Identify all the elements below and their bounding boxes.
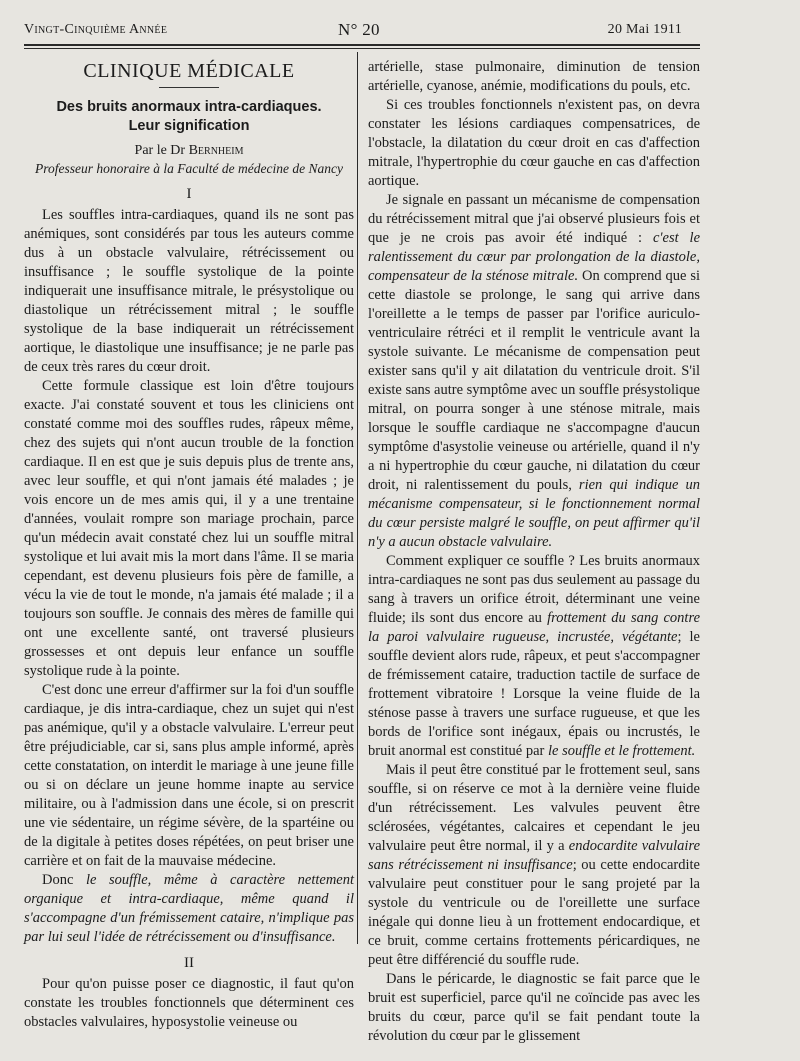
rubric-title: CLINIQUE MÉDICALE bbox=[83, 60, 295, 82]
left-column bbox=[24, 58, 354, 1032]
text-run: On comprend que si cette diastole se prolonge, le sang qui arrive dans l'oreillette a le temps de passer par l'orifice auriculo-ventriculaire rétréci et il remplit le ventricule avant la systole suivante. Le mécanisme de compensation peut exister sans qu'il y ait dilatation du ventricule droit. S'il existe sans autre symptôme avec un souffle présystolique mitral, on pourra songer à une sténose mitrale, mais lorsque le souffle cardiaque ne s'accompagne d'aucun symptôme d'asystolie veineuse ou artérielle, quand il n'y a ni hypertrophie du cœur gauche, ni dilatation du cœur droit, ni ralentissement du pouls, bbox=[368, 268, 700, 493]
header-rule bbox=[24, 44, 700, 46]
article-title bbox=[24, 98, 354, 136]
paragraph bbox=[24, 871, 354, 947]
paragraph: Dans le péricarde, le diagnostic se fait parce que le bruit est superficiel, parce qu'il ne coïncide pas avec les bruits du cœur, parce qu'il se fait pendant toute la révolution du cœur par le glissement bbox=[368, 971, 700, 1044]
paragraph: Cette formule classique est loin d'être toujours exacte. J'ai constaté souvent et tous les cliniciens ont constaté comme moi des souffles rudes, râpeux même, chez des sujets qui n'ont aucun trouble de la fonction cardiaque. Il en est que je suis depuis plus de trente ans, avec leur souffle, et qui n'ont jamais été malades ; je vois encore un de mes amis qui, il y a une trentaine d'années, voulait rompre son mariage prochain, parce qu'un médecin avait constaté chez lui un souffle mitral systolique et lui avait mis la mort dans l'âme. Il se maria cependant, est devenu plusieurs fois père de famille, a vécu la vie de tout le monde, n'a jamais été malade ; il a toujours son souffle. Je connais des mères de famille qui ont une excellente santé, ont traversé plusieurs grossesses et ont depuis leur enfance un souffle systolique rude à la pointe. bbox=[24, 378, 354, 679]
page-header bbox=[0, 0, 800, 46]
paragraph: Si ces troubles fonctionnels n'existent pas, on devra constater les lésions cardiaques compensatrices, de l'obstacle, la dilatation du cœur droit en cas d'affection mitrale, l'hypertrophie du cœur gauche en cas d'affection aortique. bbox=[368, 97, 700, 189]
article-title-line1: Des bruits anormaux intra-cardiaques. bbox=[56, 99, 322, 115]
paragraph-lead: Donc bbox=[42, 872, 86, 888]
author-name: Bernheim bbox=[188, 143, 244, 158]
paragraph: artérielle, stase pulmonaire, diminution de tension artérielle, cyanose, anémie, modifications du pouls, etc. bbox=[368, 59, 700, 94]
section-heading-1: I bbox=[186, 186, 192, 202]
paragraph-italic: le souffle, même à caractère nettement organique et intra-cardiaque, même quand il s'accompagne d'un frémissement cataire, n'implique pas par lui seul l'idée de rétrécissement ou d'insuffisance. bbox=[24, 872, 354, 945]
paragraph bbox=[368, 761, 700, 970]
rubric-rule bbox=[159, 87, 219, 88]
text-run: Mais il peut être constitué par le frottement seul, sans souffle, si on réserve ce mot à la dernière veine fluide d'un rétrécissement. Les valvules peuvent être sclérosées, végétantes, calcaires et cependant le jeu valvulaire peut être normal, il y a bbox=[368, 762, 700, 854]
paragraph: C'est donc une erreur d'affirmer sur la foi d'un souffle cardiaque, je dis intra-cardiaque, chez un sujet qui n'est pas anémique, qu'il y a obstacle valvulaire. L'erreur peut être préjudiciable, car si, sans plus ample informé, après cette constatation, on interdit le mariage à une jeune fille ou si on déclare un jeune homme inapte au service militaire, ou à l'admission dans une école, si on prescrit une vie sédentaire, un régime sévère, de la spartéine ou de la digitale à petites doses répétées, on peut briser une carrière et on fait de la mauvaise médecine. bbox=[24, 682, 354, 869]
italic-run: c'est le ralentissement du cœur par prolongation de la diastole, compensateur de la sténose mitrale. bbox=[368, 230, 700, 284]
text-run: Comment expliquer ce souffle ? Les bruits anormaux intra-cardiaques ne sont pas dus seulement au passage du sang à travers un orifice étroit, déterminant une veine fluide; ils sont dus encore au bbox=[368, 553, 700, 626]
italic-run: frottement du sang contre la paroi valvulaire rugueuse, incrustée, végétante bbox=[368, 610, 701, 645]
header-date: 20 Mai 1911 bbox=[607, 22, 682, 37]
byline-prefix: Par le Dr bbox=[134, 143, 186, 158]
author-affiliation: Professeur honoraire à la Faculté de médecine de Nancy bbox=[35, 161, 343, 176]
text-run: Je signale en passant un mécanisme de compensation du rétrécissement mitral que j'ai observé plusieurs fois et que je ne crois pas avoir été indiqué : bbox=[368, 192, 700, 246]
text-run: ; ou cette endocardite valvulaire peut constituer pour le sang projeté par la systole du ventricule ou de l'oreillette une surface inégale qui donne lieu à un frottement endocardique, et ce bruit, comme certains frottements péricardiques, ne peut être différencié du souffle rude. bbox=[368, 857, 700, 968]
header-rule-thin bbox=[24, 48, 700, 49]
column-divider bbox=[357, 52, 358, 944]
paragraph bbox=[368, 191, 700, 552]
paragraph: Pour qu'on puisse poser ce diagnostic, il faut qu'on constate les troubles fonctionnels que déterminent ces obstacles valvulaires, hyposystolie veineuse ou bbox=[24, 976, 354, 1030]
header-issue-number: N° 20 bbox=[338, 20, 380, 39]
section-heading-2: II bbox=[184, 955, 194, 971]
italic-run: le souffle et le frottement. bbox=[548, 743, 696, 759]
right-column bbox=[368, 58, 700, 1046]
text-run: ; le souffle devient alors rude, râpeux, et peut s'accompagner de frémissement cataire, traduction tactile de surface de frottement vibratoire ! Lorsque la veine fluide de la sténose passe à travers une surface rugueuse, et que les bords de l'orifice sont inégaux, épais ou incrustés, le bruit anormal est constitué par bbox=[368, 629, 700, 759]
paragraph bbox=[368, 552, 700, 761]
italic-run: rien qui indique un mécanisme compensateur, si le fonctionnement normal du cœur persiste malgré le souffle, on peut affirmer qu'il n'y a aucun obstacle valvulaire. bbox=[368, 477, 700, 550]
header-volume: Vingt-Cinquième Année bbox=[24, 22, 168, 37]
italic-run: endocardite valvulaire sans rétrécissement ni insuffisance bbox=[368, 838, 701, 873]
paragraph: Les souffles intra-cardiaques, quand ils ne sont pas anémiques, sont considérés par tous les auteurs comme dus à un obstacle valvulaire, rétrécissement ou insuffisance ; le souffle systolique de la pointe indiquerait une insuffisance mitrale, le présystolique ou diastolique un rétrécissement mitral ; le souffle systolique de la base indiquerait un rétrécissement aortique, le diastolique une insuffisance; je ne parle pas de ceux très rares du cœur droit. bbox=[24, 207, 354, 375]
article-title-line2: Leur signification bbox=[128, 118, 250, 134]
byline bbox=[24, 142, 354, 160]
